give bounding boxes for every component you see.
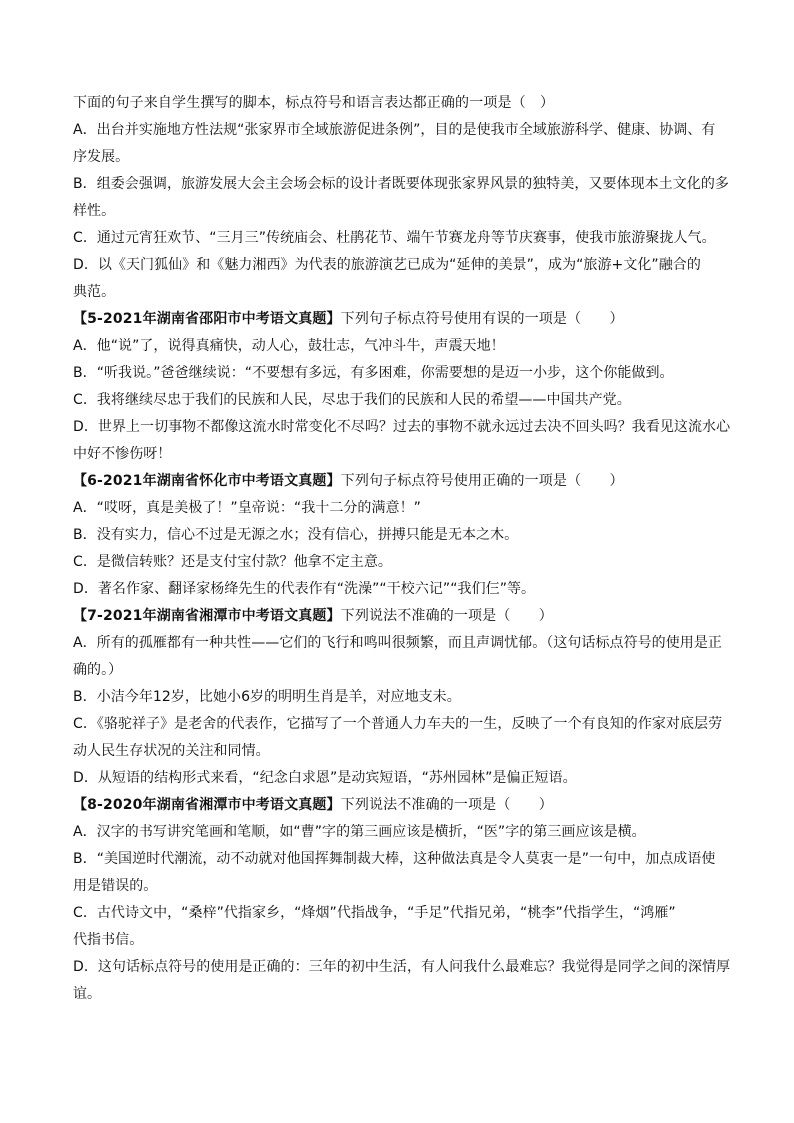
answer-option-line: D．从短语的结构形式来看，“纪念白求恩”是动宾短语，“苏州园林”是偏正短语。 — [73, 770, 577, 786]
answer-option-line: B．“美国逆时代潮流，动不动就对他国挥舞制裁大棒，这种做法真是令人莫衷一是”一句中，加点成语使 — [73, 851, 716, 867]
answer-option — [73, 360, 733, 387]
answer-option — [73, 252, 733, 306]
question-block — [73, 792, 733, 1008]
answer-option-line: 谊。 — [73, 986, 102, 1002]
question-source: 【7-2021年湖南省湘潭市中考语文真题】 — [73, 608, 341, 624]
question-stem-text: 下列句子标点符号使用有误的一项是（ ） — [340, 311, 624, 327]
question-source: 【8-2020年湖南省湘潭市中考语文真题】 — [73, 797, 341, 813]
answer-option — [73, 630, 733, 684]
answer-option — [73, 333, 733, 360]
question-stem: 下面的句子来自学生撰写的脚本，标点符号和语言表达都正确的一项是（ ） — [73, 95, 555, 111]
question-stem-text: 下列句子标点符号使用正确的一项是（ ） — [340, 473, 624, 489]
answer-option — [73, 522, 733, 549]
answer-option — [73, 711, 733, 765]
answer-option — [73, 765, 733, 792]
question-block — [73, 468, 733, 603]
answer-option — [73, 495, 733, 522]
answer-option-line: C．我将继续尽忠于我们的民族和人民，尽忠于我们的民族和人民的希望——中国共产党。 — [73, 392, 631, 408]
answer-option — [73, 576, 733, 603]
question-stem — [73, 603, 733, 630]
answer-option — [73, 684, 733, 711]
answer-option-line: C．《骆驼祥子》是老舍的代表作，它描写了一个普通人力车夫的一生，反映了一个有良知的作家对底层劳 — [73, 716, 723, 732]
question-source: 【6-2021年湖南省怀化市中考语文真题】 — [73, 473, 341, 489]
answer-option-line: A．“哎呀，真是美极了！”皇帝说：“我十二分的满意！” — [73, 500, 421, 516]
answer-option — [73, 549, 733, 576]
question-list — [73, 90, 733, 1008]
answer-option-line: 典范。 — [73, 284, 116, 300]
question-stem — [73, 468, 733, 495]
answer-option-line: D．这句话标点符号的使用是正确的：三年的初中生活，有人问我什么最难忘？我觉得是同学之间的深情厚 — [73, 959, 731, 975]
answer-option — [73, 954, 733, 1008]
question-stem-text: 下列说法不准确的一项是（ ） — [340, 608, 553, 624]
answer-option-line: 用是错误的。 — [73, 878, 158, 894]
answer-option-line: 动人民生存状况的关注和同情。 — [73, 743, 270, 759]
question-stem-text: 下列说法不准确的一项是（ ） — [340, 797, 553, 813]
answer-option — [73, 117, 733, 171]
answer-option-line: B．“听我说。”爸爸继续说：“不要想有多远，有多困难，你需要想的是迈一小步，这个你能做到。 — [73, 365, 674, 381]
answer-option — [73, 819, 733, 846]
answer-option — [73, 171, 733, 225]
answer-option-line: 序发展。 — [73, 149, 130, 165]
answer-option-line: A．他“说”了，说得真痛快，动人心，鼓壮志，气冲斗牛，声震天地！ — [73, 338, 505, 354]
answer-option-line: 中好不惨伤呀！ — [73, 446, 172, 462]
question-block — [73, 306, 733, 468]
answer-option-line: B．小洁今年12岁，比她小6岁的明明生肖是羊，对应地支未。 — [73, 689, 461, 705]
question-stem — [73, 792, 733, 819]
answer-option-line: D．世界上一切事物不都像这流水时常变化不尽吗？过去的事物不就永远过去决不回头吗？我看见这流水心 — [73, 419, 731, 435]
question-stem — [73, 306, 733, 333]
answer-option-line: 样性。 — [73, 203, 116, 219]
answer-option-line: B．没有实力，信心不过是无源之水；没有信心，拼搏只能是无本之木。 — [73, 527, 519, 543]
answer-option-line: 确的。） — [73, 662, 123, 678]
question-block — [73, 90, 733, 306]
answer-option-line: C．是微信转账？还是支付宝付款？他拿不定主意。 — [73, 554, 392, 570]
question-source: 【5-2021年湖南省邵阳市中考语文真题】 — [73, 311, 341, 327]
answer-option-line: A．所有的孤雁都有一种共性——它们的飞行和鸣叫很频繁，而且声调忧郁。（这句话标点符号的使用是正 — [73, 635, 722, 651]
answer-option — [73, 225, 733, 252]
answer-option — [73, 900, 733, 954]
answer-option — [73, 414, 733, 468]
question-block — [73, 603, 733, 792]
answer-option-line: 代指书信。 — [73, 932, 144, 948]
answer-option-line: A．出台并实施地方性法规“张家界市全域旅游促进条例”，目的是使我市全域旅游科学、健康、协调、有 — [73, 122, 716, 138]
answer-option-line: D．著名作家、翻译家杨绛先生的代表作有“洗澡”“干校六记”“我们仨”等。 — [73, 581, 536, 597]
answer-option-line: D．以《天门狐仙》和《魅力湘西》为代表的旅游演艺已成为“延伸的美景”，成为“旅游+文化”融合的 — [73, 257, 701, 273]
answer-option — [73, 387, 733, 414]
answer-option-line: A．汉字的书写讲究笔画和笔顺，如“曹”字的第三画应该是横折，“医”字的第三画应该是横。 — [73, 824, 646, 840]
answer-option — [73, 846, 733, 900]
answer-option-line: B．组委会强调，旅游发展大会主会场会标的设计者既要体现张家界风景的独特美，又要体现本土文化的多 — [73, 176, 729, 192]
answer-option-line: C．通过元宵狂欢节、“三月三”传统庙会、杜鹃花节、端午节赛龙舟等节庆赛事，使我市旅游聚拢人气。 — [73, 230, 716, 246]
answer-option-line: C．古代诗文中，“桑梓”代指家乡，“烽烟”代指战争，“手足”代指兄弟，“桃李”代指学生，“鸿雁” — [73, 905, 676, 921]
